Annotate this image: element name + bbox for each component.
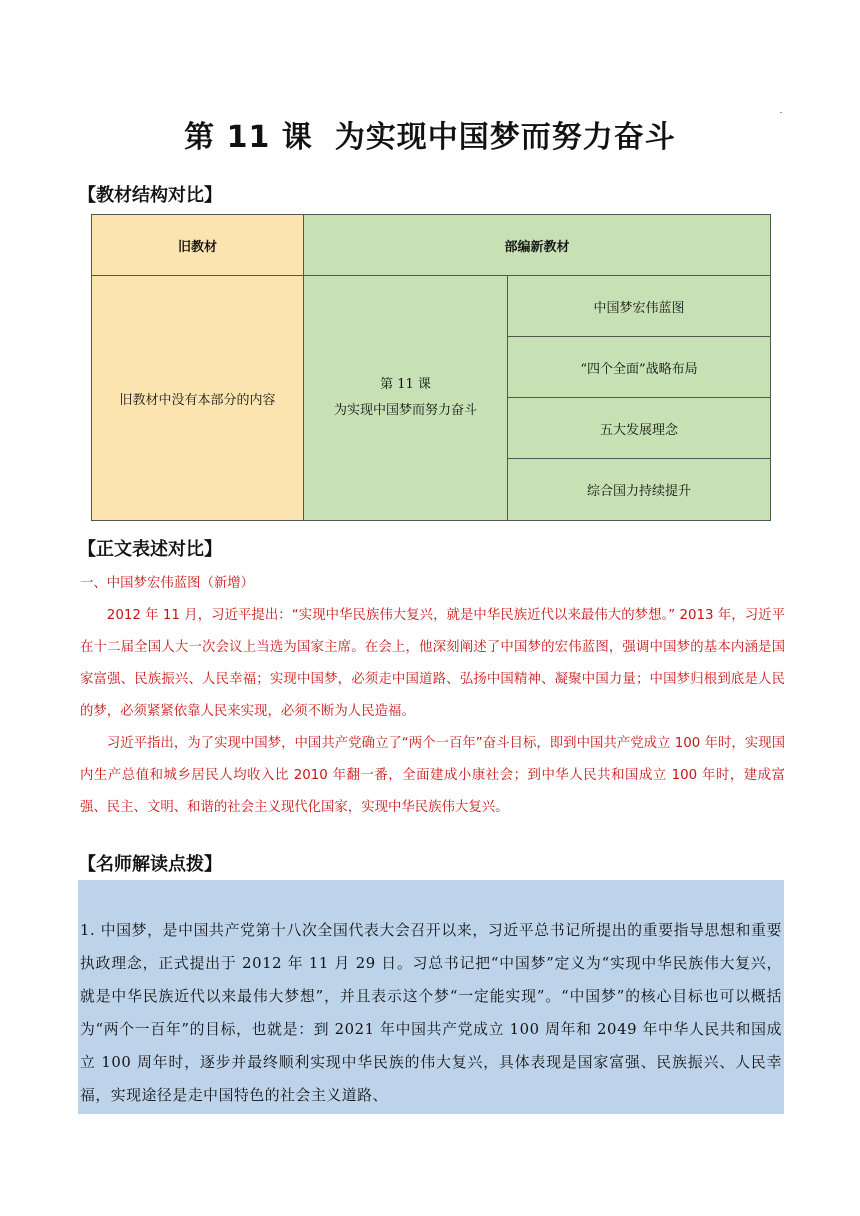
new-lesson-cell (304, 276, 508, 521)
old-textbook-content: 旧教材中没有本部分的内容 (92, 276, 304, 521)
topic-cell: 综合国力持续提升 (508, 459, 771, 521)
analysis-box (78, 880, 784, 1114)
old-textbook-header: 旧教材 (92, 215, 304, 276)
new-lesson-number: 第 11 课 (380, 377, 431, 392)
text-paragraph: 2012 年 11 月，习近平提出：“实现中华民族伟大复兴，就是中华民族近代以来最伟大的梦想。” 2013 年，习近平在十二届全国人大一次会议上当选为国家主席。在会上，他深刻阐述了中国梦的宏伟蓝图，强调中国梦的基本内涵是国家富强、民族振兴、人民幸福；实现中国梦，必须走中国道路、弘扬中国精神、凝聚中国力量；中国梦归根到底是人民的梦，必须紧紧依靠人民来实现，必须不断为人民造福。 (80, 608, 785, 719)
topic-cell: “四个全面”战略布局 (508, 337, 771, 398)
topic-cell: 中国梦宏伟蓝图 (508, 276, 771, 337)
text-subheading: 一、中国梦宏伟蓝图（新增） (80, 576, 255, 591)
text-paragraph: 习近平指出，为了实现中国梦，中国共产党确立了“两个一百年”奋斗目标，即到中国共产党成立 100 年时，实现国内生产总值和城乡居民人均收入比 2010 年翻一番，全面建成小康社会；到中华人民共和国成立 100 年时，建成富强、民主、文明、和谐的社会主义现代化国家，实现中华民族伟大复兴。 (80, 736, 785, 815)
new-textbook-header: 部编新教材 (304, 215, 771, 276)
lesson-name: 为实现中国梦而努力奋斗 (334, 120, 676, 155)
topic-cell: 五大发展理念 (508, 398, 771, 459)
new-lesson-title: 为实现中国梦而努力奋斗 (333, 403, 477, 418)
section-heading-structure: 【教材结构对比】 (78, 185, 222, 206)
section-heading-text: 【正文表述对比】 (78, 539, 222, 560)
text-comparison-block (80, 572, 785, 824)
textbook-comparison-table (91, 214, 771, 521)
lesson-title (0, 112, 860, 156)
section-heading-analysis: 【名师解读点拨】 (78, 854, 222, 875)
lesson-number: 第 11 课 (184, 120, 313, 155)
analysis-text: 1. 中国梦，是中国共产党第十八次全国代表大会召开以来，习近平总书记所提出的重要指导思想和重要执政理念，正式提出于 2012 年 11 月 29 日。习总书记把“中国梦”定义为“实现中华民族伟大复兴，就是中华民族近代以来最伟大梦想”，并且表示这个梦“一定能实现”。“中国梦”的核心目标也可以概括为“两个一百年”的目标，也就是：到 2021 年中国共产党成立 100 周年和 2049 年中华人民共和国成立 100 周年时，逐步并最终顺利实现中华民族的伟大复兴，具体表现是国家富强、民族振兴、人民幸福，实现途径是走中国特色的社会主义道路、 (80, 922, 782, 1104)
